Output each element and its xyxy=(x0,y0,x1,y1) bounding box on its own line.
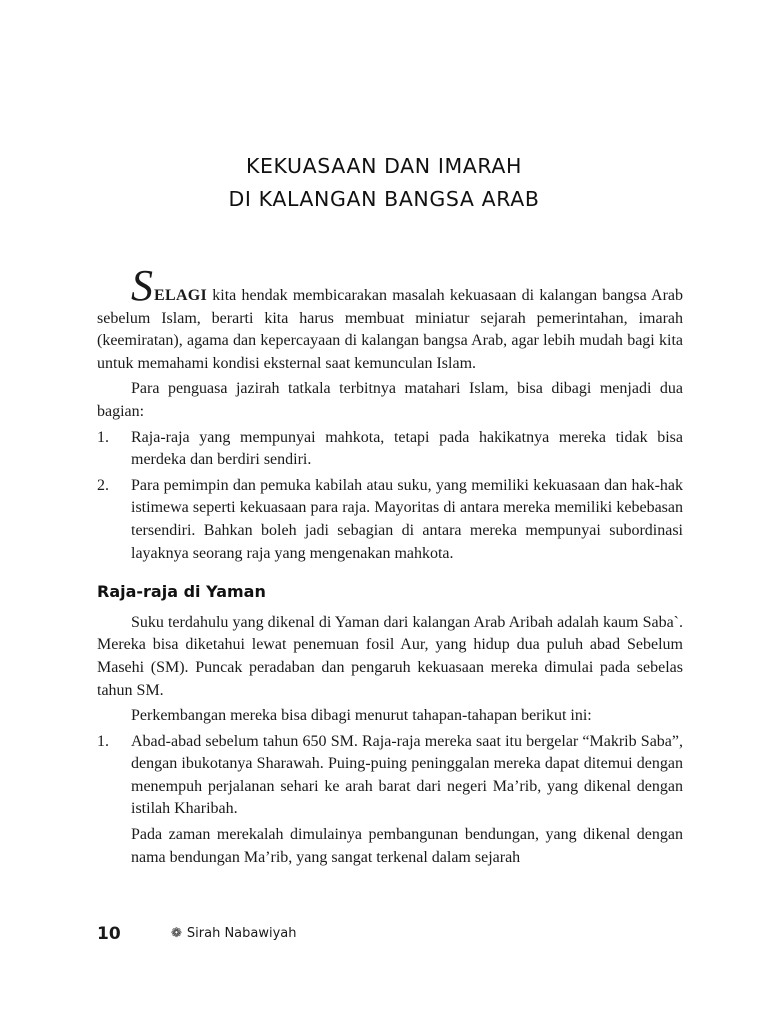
chapter-title-line-1: KEKUASAAN DAN IMARAH xyxy=(245,154,523,178)
list-number: 1. xyxy=(97,428,109,446)
book-title: Sirah Nabawiyah xyxy=(186,926,297,941)
running-footer xyxy=(171,926,297,941)
list-text: Para pemimpin dan pemuka kabilah atau suku, yang memiliki kekuasaan dan hak-hak istimewa seperti kekuasaan para raja. Mayoritas di antara mereka memiliki kebebasan tersendiri. Bahkan boleh jadi sebagian di antara mereka mempunyai subordinasi layaknya seorang raja yang mengenakan mahkota. xyxy=(131,476,683,562)
intro-text: kita hendak membicarakan masalah kekuasaan di kalangan bangsa Arab sebelum Islam, berarti kita harus membuat miniatur sejarah pemerintahan, imarah (keemiratan), agama dan kepercayaan di kalangan bangsa Arab, agar lebih mudah bagi kita untuk memahami kondisi eksternal saat kemunculan Islam. xyxy=(97,287,683,372)
page-number: 10 xyxy=(97,924,121,944)
paragraph: Para penguasa jazirah tatkala terbitnya matahari Islam, bisa dibagi menjadi dua bagian: xyxy=(97,380,683,420)
list-text: Raja-raja yang mempunyai mahkota, tetapi pada hakikatnya mereka tidak bisa merdeka dan berdiri sendiri. xyxy=(131,428,683,469)
list-item xyxy=(97,731,683,870)
list-text: Abad-abad sebelum tahun 650 SM. Raja-raja mereka saat itu bergelar “Makrib Saba”, dengan ibukotanya Sharawah. Puing-puing peninggalan mereka dapat ditemui dengan menempuh perjalanan sehari ke arah barat dari negeri Ma’rib, yang dikenal dengan istilah Kharibah. xyxy=(131,732,683,818)
list-number: 2. xyxy=(97,476,109,494)
lead-word: ELAGI xyxy=(154,287,208,304)
list-number: 1. xyxy=(97,732,109,750)
body-text xyxy=(97,261,683,872)
page-footer xyxy=(97,924,683,948)
drop-cap: S xyxy=(131,261,153,310)
chapter-title xyxy=(0,150,768,216)
section-heading: Raja-raja di Yaman xyxy=(97,582,266,602)
list-continuation: Pada zaman merekalah dimulainya pembangunan bendungan, yang dikenal dengan nama bendungan Ma’rib, yang sangat terkenal dalam sejarah xyxy=(131,826,683,866)
chapter-title-line-2: DI KALANGAN BANGSA ARAB xyxy=(228,187,540,211)
list-item xyxy=(97,427,683,472)
paragraph: Perkembangan mereka bisa dibagi menurut tahapan-tahapan berikut ini: xyxy=(131,707,592,725)
flower-ornament-icon: ❁ xyxy=(171,926,182,941)
intro-paragraph xyxy=(97,261,683,375)
list-item xyxy=(97,475,683,565)
paragraph: Suku terdahulu yang dikenal di Yaman dari kalangan Arab Aribah adalah kaum Saba`. Mereka bisa diketahui lewat penemuan fosil Aur, yang hidup dua puluh abad Sebelum Masehi (SM). Puncak peradaban dan pengaruh kekuasaan mereka dimulai pada sebelas tahun SM. xyxy=(97,613,683,699)
